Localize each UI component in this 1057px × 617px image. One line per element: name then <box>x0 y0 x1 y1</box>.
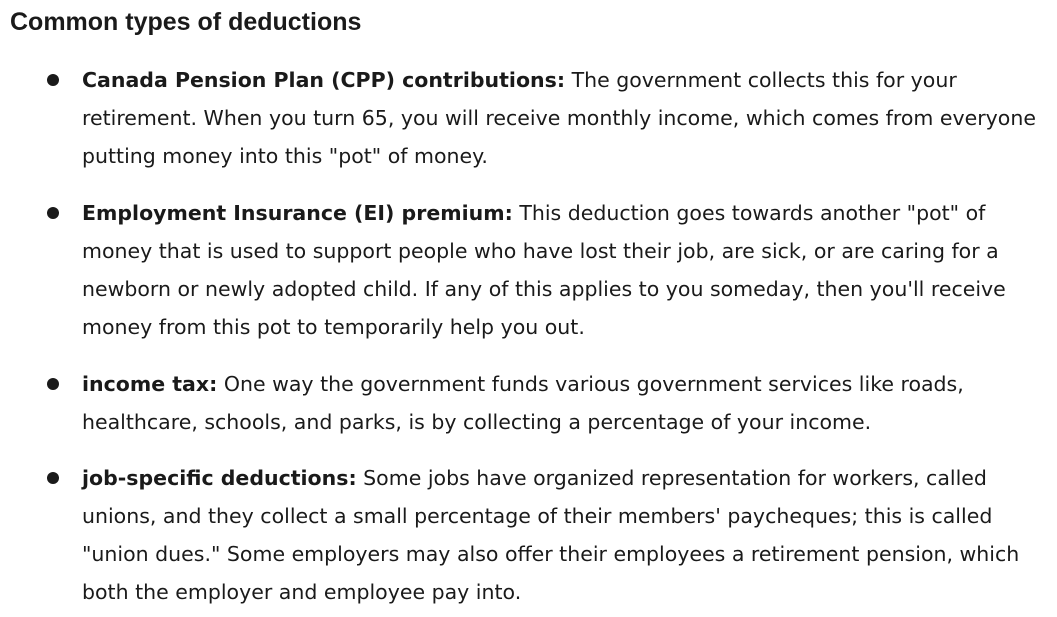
item-description: The government collects this for your retirement. When you turn 65, you will receive monthly income, which comes from everyone putting money into this "pot" of money. <box>82 68 1036 168</box>
section-heading: Common types of deductions <box>10 8 362 36</box>
bullet-icon <box>47 472 59 484</box>
bullet-icon <box>47 378 59 390</box>
item-text <box>82 194 1037 346</box>
item-description: One way the government funds various government services like roads, healthcare, schools, and parks, is by collecting a percentage of your income. <box>82 372 964 434</box>
bullet-icon <box>47 74 59 86</box>
item-description: Some jobs have organized representation for workers, called unions, and they collect a small percentage of their members' paycheques; this is called "union dues." Some employers may also offer their employees a retirement pension, which both the employer and employee pay into. <box>82 466 1020 604</box>
item-text <box>82 365 1037 441</box>
item-term: job-specific deductions: <box>82 466 357 490</box>
item-text <box>82 459 1037 611</box>
item-description: This deduction goes towards another "pot" of money that is used to support people who have lost their job, are sick, or are caring for a newborn or newly adopted child. If any of this applies to you someday, then you'll receive money from this pot to temporarily help you out. <box>82 201 1006 339</box>
item-term: Employment Insurance (EI) premium: <box>82 201 513 225</box>
bullet-icon <box>47 207 59 219</box>
item-text <box>82 61 1037 175</box>
item-term: income tax: <box>82 372 218 396</box>
item-term: Canada Pension Plan (CPP) contributions: <box>82 68 566 92</box>
